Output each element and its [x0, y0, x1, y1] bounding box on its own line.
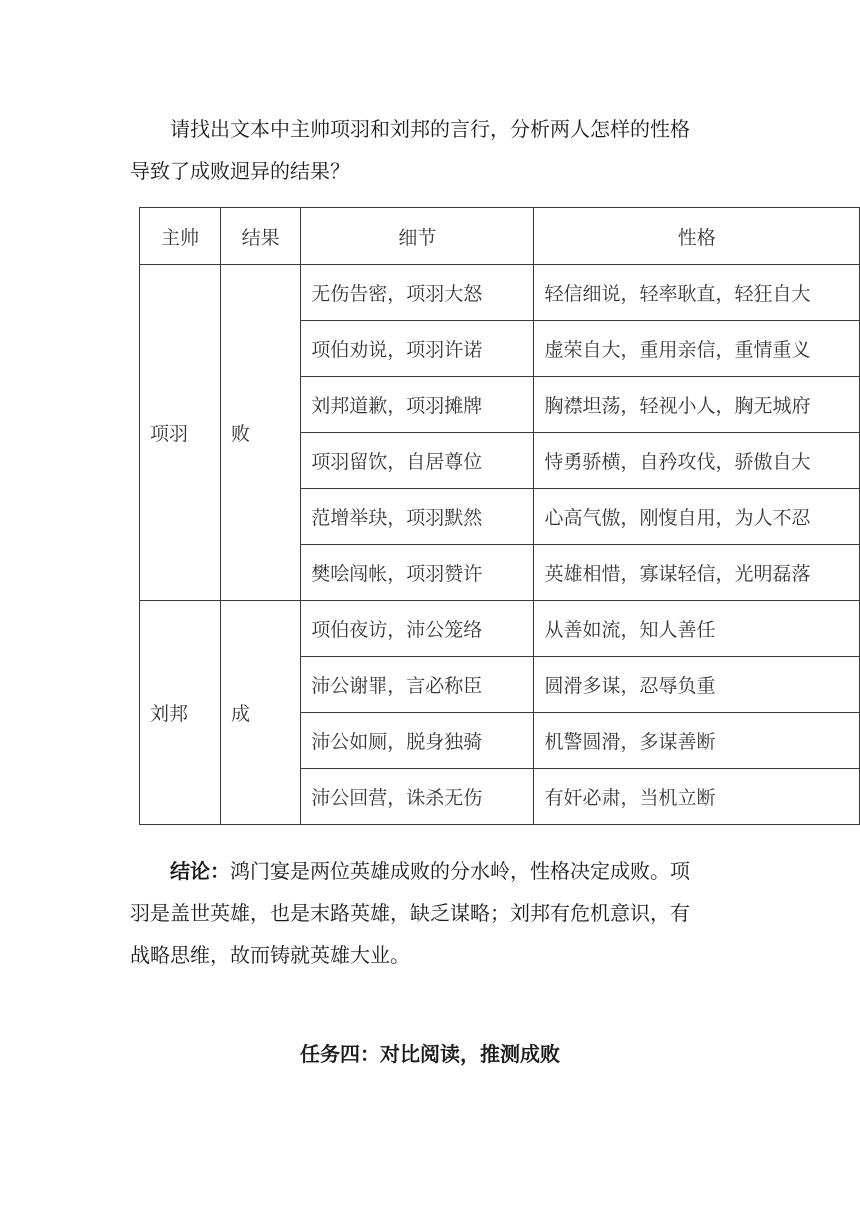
question-paragraph [130, 108, 740, 192]
conclusion-line-3: 战略思维，故而铸就英雄大业。 [130, 943, 410, 967]
trait-cell: 圆滑多谋，忍辱负重 [534, 657, 860, 713]
header-commander: 主帅 [140, 208, 221, 265]
trait-cell: 有奸必肃，当机立断 [534, 769, 860, 825]
detail-cell: 沛公谢罪，言必称臣 [301, 657, 534, 713]
result-cell: 成 [221, 601, 301, 825]
trait-cell: 英雄相惜，寡谋轻信，光明磊落 [534, 545, 860, 601]
trait-cell: 轻信细说，轻率耿直，轻狂自大 [534, 265, 860, 321]
result-cell: 败 [221, 265, 301, 601]
detail-cell: 刘邦道歉，项羽摊牌 [301, 377, 534, 433]
header-result: 结果 [221, 208, 301, 265]
commander-cell: 项羽 [140, 265, 221, 601]
detail-cell: 范增举玦，项羽默然 [301, 489, 534, 545]
trait-cell: 心高气傲，刚愎自用，为人不忍 [534, 489, 860, 545]
detail-cell: 樊哙闯帐，项羽赞许 [301, 545, 534, 601]
table-row [140, 265, 860, 321]
header-detail: 细节 [301, 208, 534, 265]
analysis-table [139, 207, 860, 825]
conclusion-label: 结论： [170, 859, 230, 883]
detail-cell: 项羽留饮，自居尊位 [301, 433, 534, 489]
table-header-row [140, 208, 860, 265]
detail-cell: 无伤告密，项羽大怒 [301, 265, 534, 321]
commander-cell: 刘邦 [140, 601, 221, 825]
trait-cell: 虚荣自大，重用亲信，重情重义 [534, 321, 860, 377]
header-trait: 性格 [534, 208, 860, 265]
trait-cell: 胸襟坦荡，轻视小人，胸无城府 [534, 377, 860, 433]
detail-cell: 项伯夜访，沛公笼络 [301, 601, 534, 657]
conclusion-line-1 [130, 850, 740, 892]
table-row [140, 601, 860, 657]
detail-cell: 项伯劝说，项羽许诺 [301, 321, 534, 377]
task-heading: 任务四：对比阅读，推测成败 [300, 1042, 560, 1066]
question-line-2: 导致了成败迥异的结果？ [130, 159, 350, 183]
detail-cell: 沛公如厕，脱身独骑 [301, 713, 534, 769]
conclusion-paragraph [130, 850, 740, 976]
detail-cell: 沛公回营，诛杀无伤 [301, 769, 534, 825]
trait-cell: 从善如流，知人善任 [534, 601, 860, 657]
question-line-1: 请找出文本中主帅项羽和刘邦的言行，分析两人怎样的性格 [170, 117, 690, 141]
conclusion-line-2: 羽是盖世英雄，也是末路英雄，缺乏谋略；刘邦有危机意识，有 [130, 901, 690, 925]
trait-cell: 机警圆滑，多谋善断 [534, 713, 860, 769]
conclusion-text-1: 鸿门宴是两位英雄成败的分水岭，性格决定成败。项 [230, 859, 690, 883]
trait-cell: 恃勇骄横，自矜攻伐，骄傲自大 [534, 433, 860, 489]
